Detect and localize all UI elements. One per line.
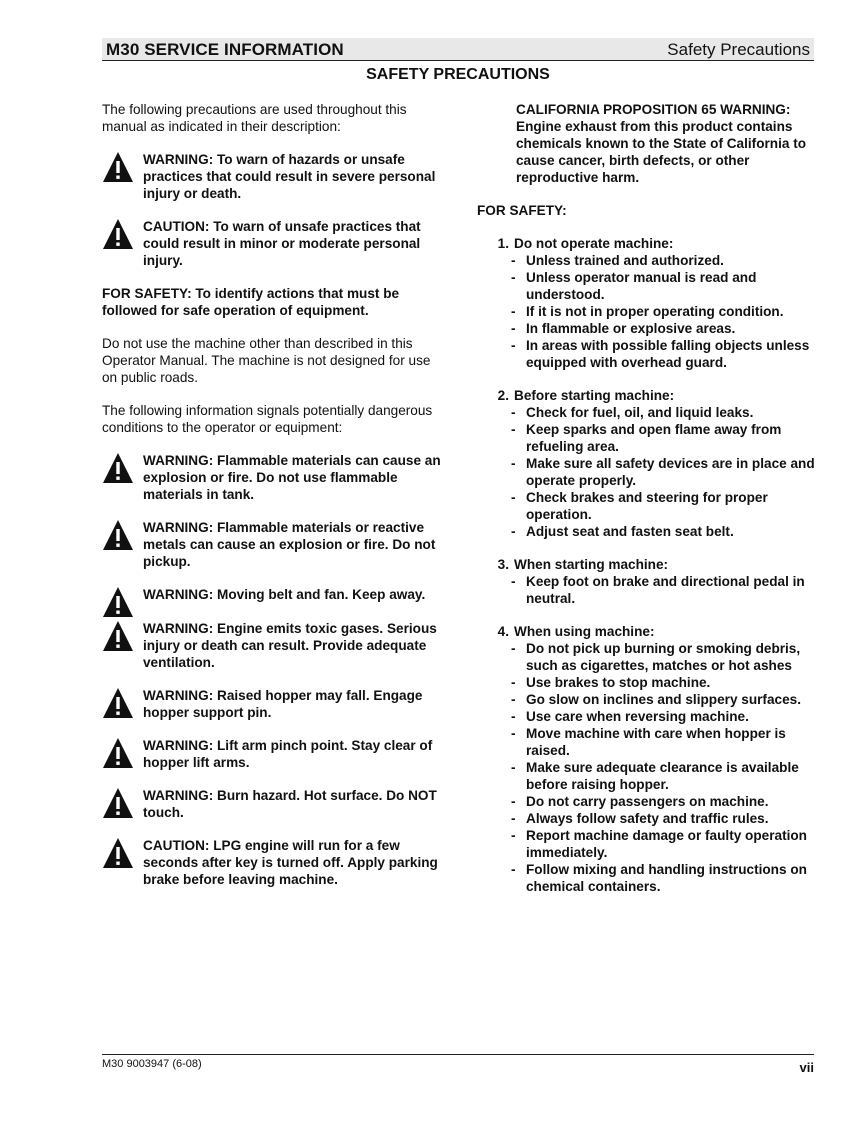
warning-triangle-icon xyxy=(102,837,134,869)
bullet-dash: - xyxy=(511,760,516,775)
footer-divider xyxy=(102,1054,814,1055)
step-item-text: In areas with possible falling objects unless equipped with overhead guard. xyxy=(526,338,810,370)
warning-item xyxy=(102,620,442,671)
step-item-text: If it is not in proper operating condition. xyxy=(526,304,784,319)
step-number: 1. xyxy=(497,236,509,251)
step-title: When using machine: xyxy=(514,624,655,639)
step-item xyxy=(511,337,817,371)
bullet-dash: - xyxy=(511,574,516,589)
step-item xyxy=(511,320,817,337)
bullet-dash: - xyxy=(511,253,516,268)
bullet-dash: - xyxy=(511,524,516,539)
bullet-dash: - xyxy=(511,709,516,724)
step-item-text: Make sure all safety devices are in place and operate properly. xyxy=(526,456,815,488)
step-item-text: Use brakes to stop machine. xyxy=(526,675,711,690)
bullet-dash: - xyxy=(511,692,516,707)
step-number: 3. xyxy=(497,557,509,572)
for-safety-heading: FOR SAFETY: xyxy=(477,203,567,218)
section-name: Safety Precautions xyxy=(667,40,810,59)
step-item xyxy=(511,827,817,861)
warning-triangle-icon xyxy=(102,586,134,618)
page-number: vii xyxy=(799,1060,814,1075)
step-item xyxy=(511,573,817,607)
step-items xyxy=(477,252,817,371)
safety-step-header xyxy=(477,556,817,573)
step-item xyxy=(511,674,817,691)
step-item xyxy=(511,489,817,523)
warning-triangle-icon xyxy=(102,218,134,250)
step-items xyxy=(477,640,817,895)
warning-item xyxy=(102,687,442,721)
bullet-dash: - xyxy=(511,726,516,741)
step-item-text: Go slow on inclines and slippery surfaces. xyxy=(526,692,801,707)
bullet-dash: - xyxy=(511,828,516,843)
step-item-text: Move machine with care when hopper is raised. xyxy=(526,726,786,758)
warning-item xyxy=(102,519,442,570)
intro-text: The following precautions are used throughout this manual as indicated in their description: xyxy=(102,102,407,134)
step-item-text: Make sure adequate clearance is available before raising hopper. xyxy=(526,760,799,792)
step-item xyxy=(511,421,817,455)
step-item xyxy=(511,810,817,827)
step-item-text: Do not carry passengers on machine. xyxy=(526,794,769,809)
manual-title: M30 SERVICE INFORMATION xyxy=(106,40,344,59)
bullet-dash: - xyxy=(511,675,516,690)
warning-triangle-icon xyxy=(102,737,134,769)
step-items xyxy=(477,573,817,607)
warning-item xyxy=(102,586,442,618)
warning-item xyxy=(102,737,442,771)
warning-text: WARNING: Flammable materials can cause an explosion or fire. Do not use flammable materials in tank. xyxy=(143,453,441,502)
bullet-dash: - xyxy=(511,338,516,353)
bullet-dash: - xyxy=(511,490,516,505)
safety-step xyxy=(477,235,817,371)
caution-definition xyxy=(102,218,442,269)
step-item xyxy=(511,708,817,725)
page-title: SAFETY PRECAUTIONS xyxy=(366,66,550,83)
step-item xyxy=(511,523,817,540)
step-number: 2. xyxy=(497,388,509,403)
step-item xyxy=(511,303,817,320)
safety-step-header xyxy=(477,623,817,640)
warning-triangle-icon xyxy=(102,452,134,484)
step-item xyxy=(511,404,817,421)
step-item xyxy=(511,455,817,489)
bullet-dash: - xyxy=(511,794,516,809)
warning-triangle-icon xyxy=(102,151,134,183)
bullet-dash: - xyxy=(511,270,516,285)
warning-triangle-icon xyxy=(102,687,134,719)
warning-triangle-icon xyxy=(102,620,134,652)
safety-step xyxy=(477,387,817,540)
step-item xyxy=(511,640,817,674)
step-item-text: Unless trained and authorized. xyxy=(526,253,724,268)
warning-item xyxy=(102,837,442,888)
right-column xyxy=(477,101,817,911)
warning-item xyxy=(102,452,442,503)
warning-text: CAUTION: LPG engine will run for a few seconds after key is turned off. Apply parking brake before leaving machine. xyxy=(143,838,438,887)
safety-steps-list xyxy=(477,235,817,895)
bullet-dash: - xyxy=(511,422,516,437)
step-item-text: Unless operator manual is read and understood. xyxy=(526,270,757,302)
warning-triangle-icon xyxy=(102,787,134,819)
warning-item xyxy=(102,787,442,821)
safety-step xyxy=(477,556,817,607)
bullet-dash: - xyxy=(511,862,516,877)
bullet-dash: - xyxy=(511,456,516,471)
step-item-text: Keep sparks and open flame away from refueling area. xyxy=(526,422,782,454)
step-title: Do not operate machine: xyxy=(514,236,674,251)
step-number: 4. xyxy=(497,624,509,639)
warning-definition xyxy=(102,151,442,202)
warning-text: WARNING: Flammable materials or reactive metals can cause an explosion or fire. Do not pickup. xyxy=(143,520,436,569)
step-item-text: In flammable or explosive areas. xyxy=(526,321,736,336)
safety-step-header xyxy=(477,235,817,252)
usage-note: Do not use the machine other than described in this Operator Manual. The machine is not designed for use on public roads. xyxy=(102,336,431,385)
warning-definition-text: WARNING: To warn of hazards or unsafe practices that could result in severe personal injury or death. xyxy=(143,152,436,201)
step-item xyxy=(511,759,817,793)
left-column xyxy=(102,101,442,904)
step-item-text: Report machine damage or faulty operation immediately. xyxy=(526,828,807,860)
caution-definition-text: CAUTION: To warn of unsafe practices that could result in minor or moderate personal injury. xyxy=(143,219,421,268)
bullet-dash: - xyxy=(511,811,516,826)
step-item xyxy=(511,793,817,810)
california-warning: CALIFORNIA PROPOSITION 65 WARNING: Engine exhaust from this product contains chemicals known to the State of California to cause cancer, birth defects, or other reproductive harm. xyxy=(516,102,807,185)
step-title: Before starting machine: xyxy=(514,388,675,403)
document-number: M30 9003947 (6-08) xyxy=(102,1058,202,1070)
step-item-text: Always follow safety and traffic rules. xyxy=(526,811,769,826)
step-item-text: Follow mixing and handling instructions on chemical containers. xyxy=(526,862,807,894)
step-item-text: Adjust seat and fasten seat belt. xyxy=(526,524,734,539)
bullet-dash: - xyxy=(511,304,516,319)
step-item-text: Check for fuel, oil, and liquid leaks. xyxy=(526,405,754,420)
bullet-dash: - xyxy=(511,641,516,656)
step-item-text: Use care when reversing machine. xyxy=(526,709,749,724)
warning-triangle-icon xyxy=(102,519,134,551)
step-item-text: Do not pick up burning or smoking debris, such as cigarettes, matches or hot ashes xyxy=(526,641,801,673)
warning-text: WARNING: Lift arm pinch point. Stay clear of hopper lift arms. xyxy=(143,738,433,770)
safety-step xyxy=(477,623,817,895)
step-item-text: Check brakes and steering for proper operation. xyxy=(526,490,768,522)
step-title: When starting machine: xyxy=(514,557,669,572)
step-item xyxy=(511,861,817,895)
bullet-dash: - xyxy=(511,321,516,336)
step-item xyxy=(511,725,817,759)
safety-step-header xyxy=(477,387,817,404)
step-item-text: Keep foot on brake and directional pedal in neutral. xyxy=(526,574,805,606)
warning-text: WARNING: Burn hazard. Hot surface. Do NOT touch. xyxy=(143,788,437,820)
bullet-dash: - xyxy=(511,405,516,420)
signals-intro: The following information signals potentially dangerous conditions to the operator or equipment: xyxy=(102,403,433,435)
warning-text: WARNING: Raised hopper may fall. Engage hopper support pin. xyxy=(143,688,423,720)
for-safety-definition: FOR SAFETY: To identify actions that must be followed for safe operation of equipment. xyxy=(102,286,400,318)
warning-text: WARNING: Moving belt and fan. Keep away. xyxy=(143,587,426,602)
warning-text: WARNING: Engine emits toxic gases. Serious injury or death can result. Provide adequate ventilation. xyxy=(143,621,437,670)
step-items xyxy=(477,404,817,540)
step-item xyxy=(511,691,817,708)
page-header xyxy=(102,38,814,61)
step-item xyxy=(511,269,817,303)
step-item xyxy=(511,252,817,269)
